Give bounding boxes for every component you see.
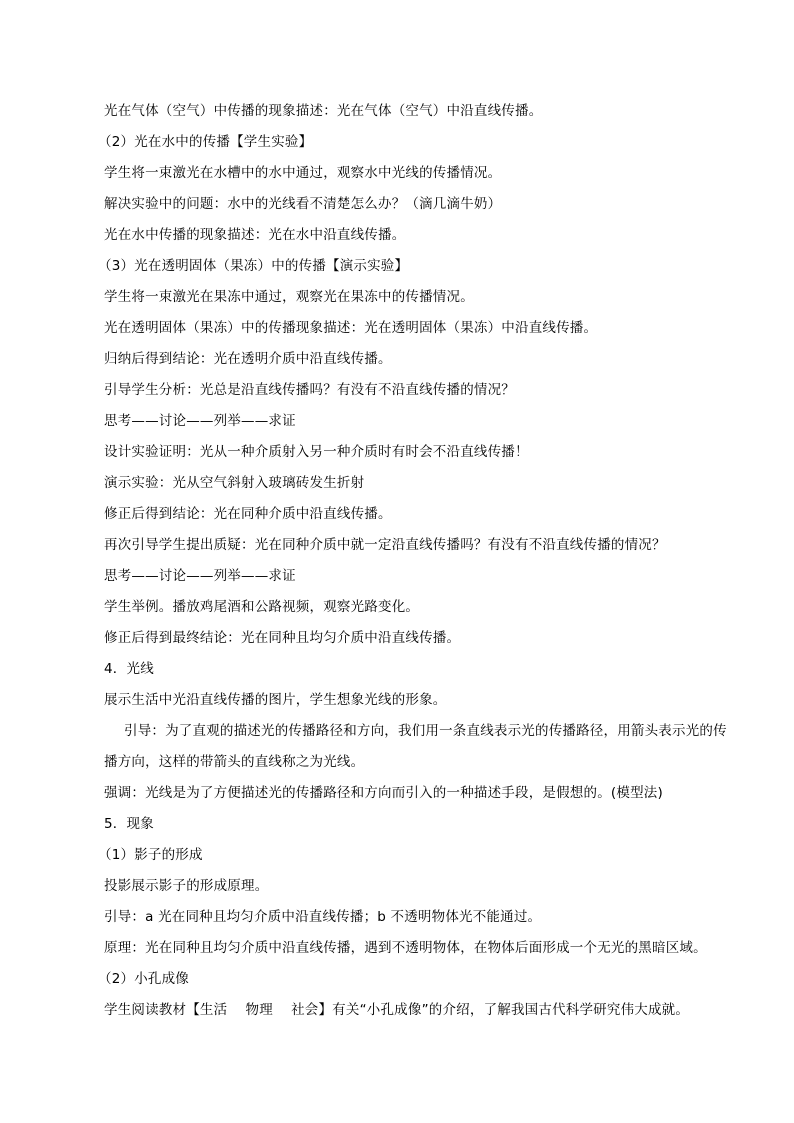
paragraph-line: 光在气体（空气）中传播的现象描述：光在气体（空气）中沿直线传播。 [104,103,543,119]
paragraph-line: 光在透明固体（果冻）中的传播现象描述：光在透明固体（果冻）中沿直线传播。 [104,320,598,336]
paragraph-line: 思考——讨论——列举——求证 [104,568,296,584]
paragraph-line: 再次引导学生提出质疑：光在同种介质中就一定沿直线传播吗？有没有不沿直线传播的情况？ [104,537,666,553]
section-heading: （3）光在透明固体（果冻）中的传播【演示实验】 [98,258,409,274]
paragraph-line: 投影展示影子的形成原理。 [104,878,269,894]
section-heading: （1）影子的形成 [98,847,203,863]
paragraph-line: 学生阅读教材【生活 物理 社会】有关“小孔成像”的介绍，了解我国古代科学研究伟大成就。 [104,1002,690,1018]
section-heading: 4．光线 [104,661,154,677]
paragraph-line: 引导：为了直观的描述光的传播路径和方向，我们用一条直线表示光的传播路径，用箭头表示光的传 [124,723,727,739]
paragraph-line: 学生举例。播放鸡尾酒和公路视频，观察光路变化。 [104,599,420,615]
paragraph-line: 原理：光在同种且均匀介质中沿直线传播，遇到不透明物体，在物体后面形成一个无光的黑暗区域。 [104,940,707,956]
paragraph-line: 归纳后得到结论：光在透明介质中沿直线传播。 [104,351,392,367]
paragraph-line: 学生将一束激光在果冻中通过，观察光在果冻中的传播情况。 [104,289,474,305]
paragraph-line: 学生将一束激光在水槽中的水中通过，观察水中光线的传播情况。 [104,165,502,181]
paragraph-line: 演示实验：光从空气斜射入玻璃砖发生折射 [104,475,365,491]
paragraph-line: 展示生活中光沿直线传播的图片，学生想象光线的形象。 [104,692,447,708]
paragraph-line: 强调：光线是为了方便描述光的传播路径和方向而引入的一种描述手段，是假想的。(模型法) [104,785,663,801]
paragraph-line: 光在水中传播的现象描述：光在水中沿直线传播。 [104,227,406,243]
section-heading: 5．现象 [104,816,154,832]
section-heading: （2）光在水中的传播【学生实验】 [98,134,313,150]
paragraph-line: 引导学生分析：光总是沿直线传播吗？有没有不沿直线传播的情况？ [104,382,515,398]
paragraph-line: 解决实验中的问题：水中的光线看不清楚怎么办？（滴几滴牛奶） [104,196,502,212]
paragraph-line: 引导：a 光在同种且均匀介质中沿直线传播；b 不透明物体光不能通过。 [104,909,542,925]
paragraph-line: 设计实验证明：光从一种介质射入另一种介质时有时会不沿直线传播！ [104,444,529,460]
section-heading: （2）小孔成像 [98,971,189,987]
paragraph-line: 思考——讨论——列举——求证 [104,413,296,429]
paragraph-line: 修正后得到结论：光在同种介质中沿直线传播。 [104,506,392,522]
paragraph-line: 修正后得到最终结论：光在同种且均匀介质中沿直线传播。 [104,630,461,646]
paragraph-line: 播方向，这样的带箭头的直线称之为光线。 [104,754,365,770]
